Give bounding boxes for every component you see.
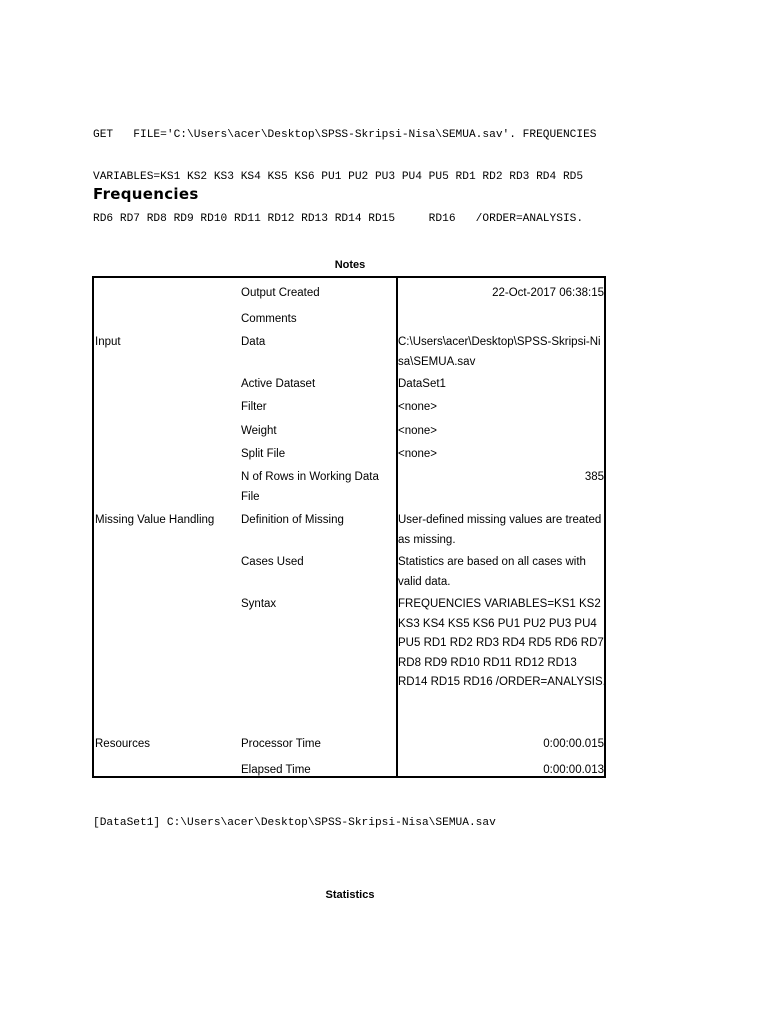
notes-row-value: <none> (398, 448, 438, 460)
frequencies-heading: Frequencies (93, 185, 199, 203)
notes-row-value: User-defined missing values are treated as missing. (398, 514, 602, 546)
notes-row-label: Elapsed Time (241, 764, 311, 776)
syntax-block (93, 100, 597, 240)
notes-row-label: Syntax (241, 598, 277, 610)
notes-row-value: DataSet1 (398, 378, 446, 390)
notes-row-label: Output Created (241, 287, 320, 299)
dataset-line: [DataSet1] C:\Users\acer\Desktop\SPSS-Skripsi-Nisa\SEMUA.sav (93, 817, 496, 829)
notes-row-value: FREQUENCIES VARIABLES=KS1 KS2 KS3 KS4 KS5 KS6 PU1 PU2 PU3 PU4 PU5 RD1 RD2 RD3 RD4 RD5 RD6 RD7 RD8 RD9 RD10 RD11 RD12 RD13 RD14 RD15 RD16 /ORDER=ANALYSIS. (398, 598, 606, 688)
notes-row-value: C:\Users\acer\Desktop\SPSS-Skripsi-Nisa\SEMUA.sav (398, 336, 601, 368)
notes-row-label: Processor Time (241, 738, 321, 750)
statistics-table-title: Statistics (325, 889, 375, 901)
notes-row-label: Split File (241, 448, 286, 460)
notes-row-label: Cases Used (241, 556, 304, 568)
notes-section-label: Missing Value Handling (95, 514, 215, 526)
notes-row-label: Filter (241, 401, 267, 413)
notes-row-value: <none> (398, 401, 438, 413)
notes-row-label: Definition of Missing (241, 514, 344, 526)
notes-section-label: Resources (95, 738, 150, 750)
notes-row-value: 0:00:00.013 (543, 764, 604, 776)
notes-row-label: Weight (241, 425, 277, 437)
syntax-line: RD6 RD7 RD8 RD9 RD10 RD11 RD12 RD13 RD14 RD15 RD16 /ORDER=ANALYSIS. (93, 213, 584, 225)
notes-table (92, 276, 606, 778)
notes-row-label: Data (241, 336, 266, 348)
notes-row-value: 0:00:00.015 (543, 738, 604, 750)
notes-row-label: Active Dataset (241, 378, 316, 390)
syntax-line: VARIABLES=KS1 KS2 KS3 KS4 KS5 KS6 PU1 PU2 PU3 PU4 PU5 RD1 RD2 RD3 RD4 RD5 (93, 171, 584, 183)
notes-row-label: N of Rows in Working Data File (241, 471, 379, 503)
notes-row-value: 385 (584, 471, 604, 483)
notes-table-title: Notes (334, 259, 366, 271)
notes-row-label: Comments (241, 313, 297, 325)
notes-row-value: Statistics are based on all cases with valid data. (398, 556, 586, 588)
notes-row-value: 22-Oct-2017 06:38:15 (492, 287, 604, 299)
notes-row-value: <none> (398, 425, 438, 437)
notes-section-label: Input (95, 336, 121, 348)
syntax-line: GET FILE='C:\Users\acer\Desktop\SPSS-Skripsi-Nisa\SEMUA.sav'. FREQUENCIES (93, 129, 597, 141)
